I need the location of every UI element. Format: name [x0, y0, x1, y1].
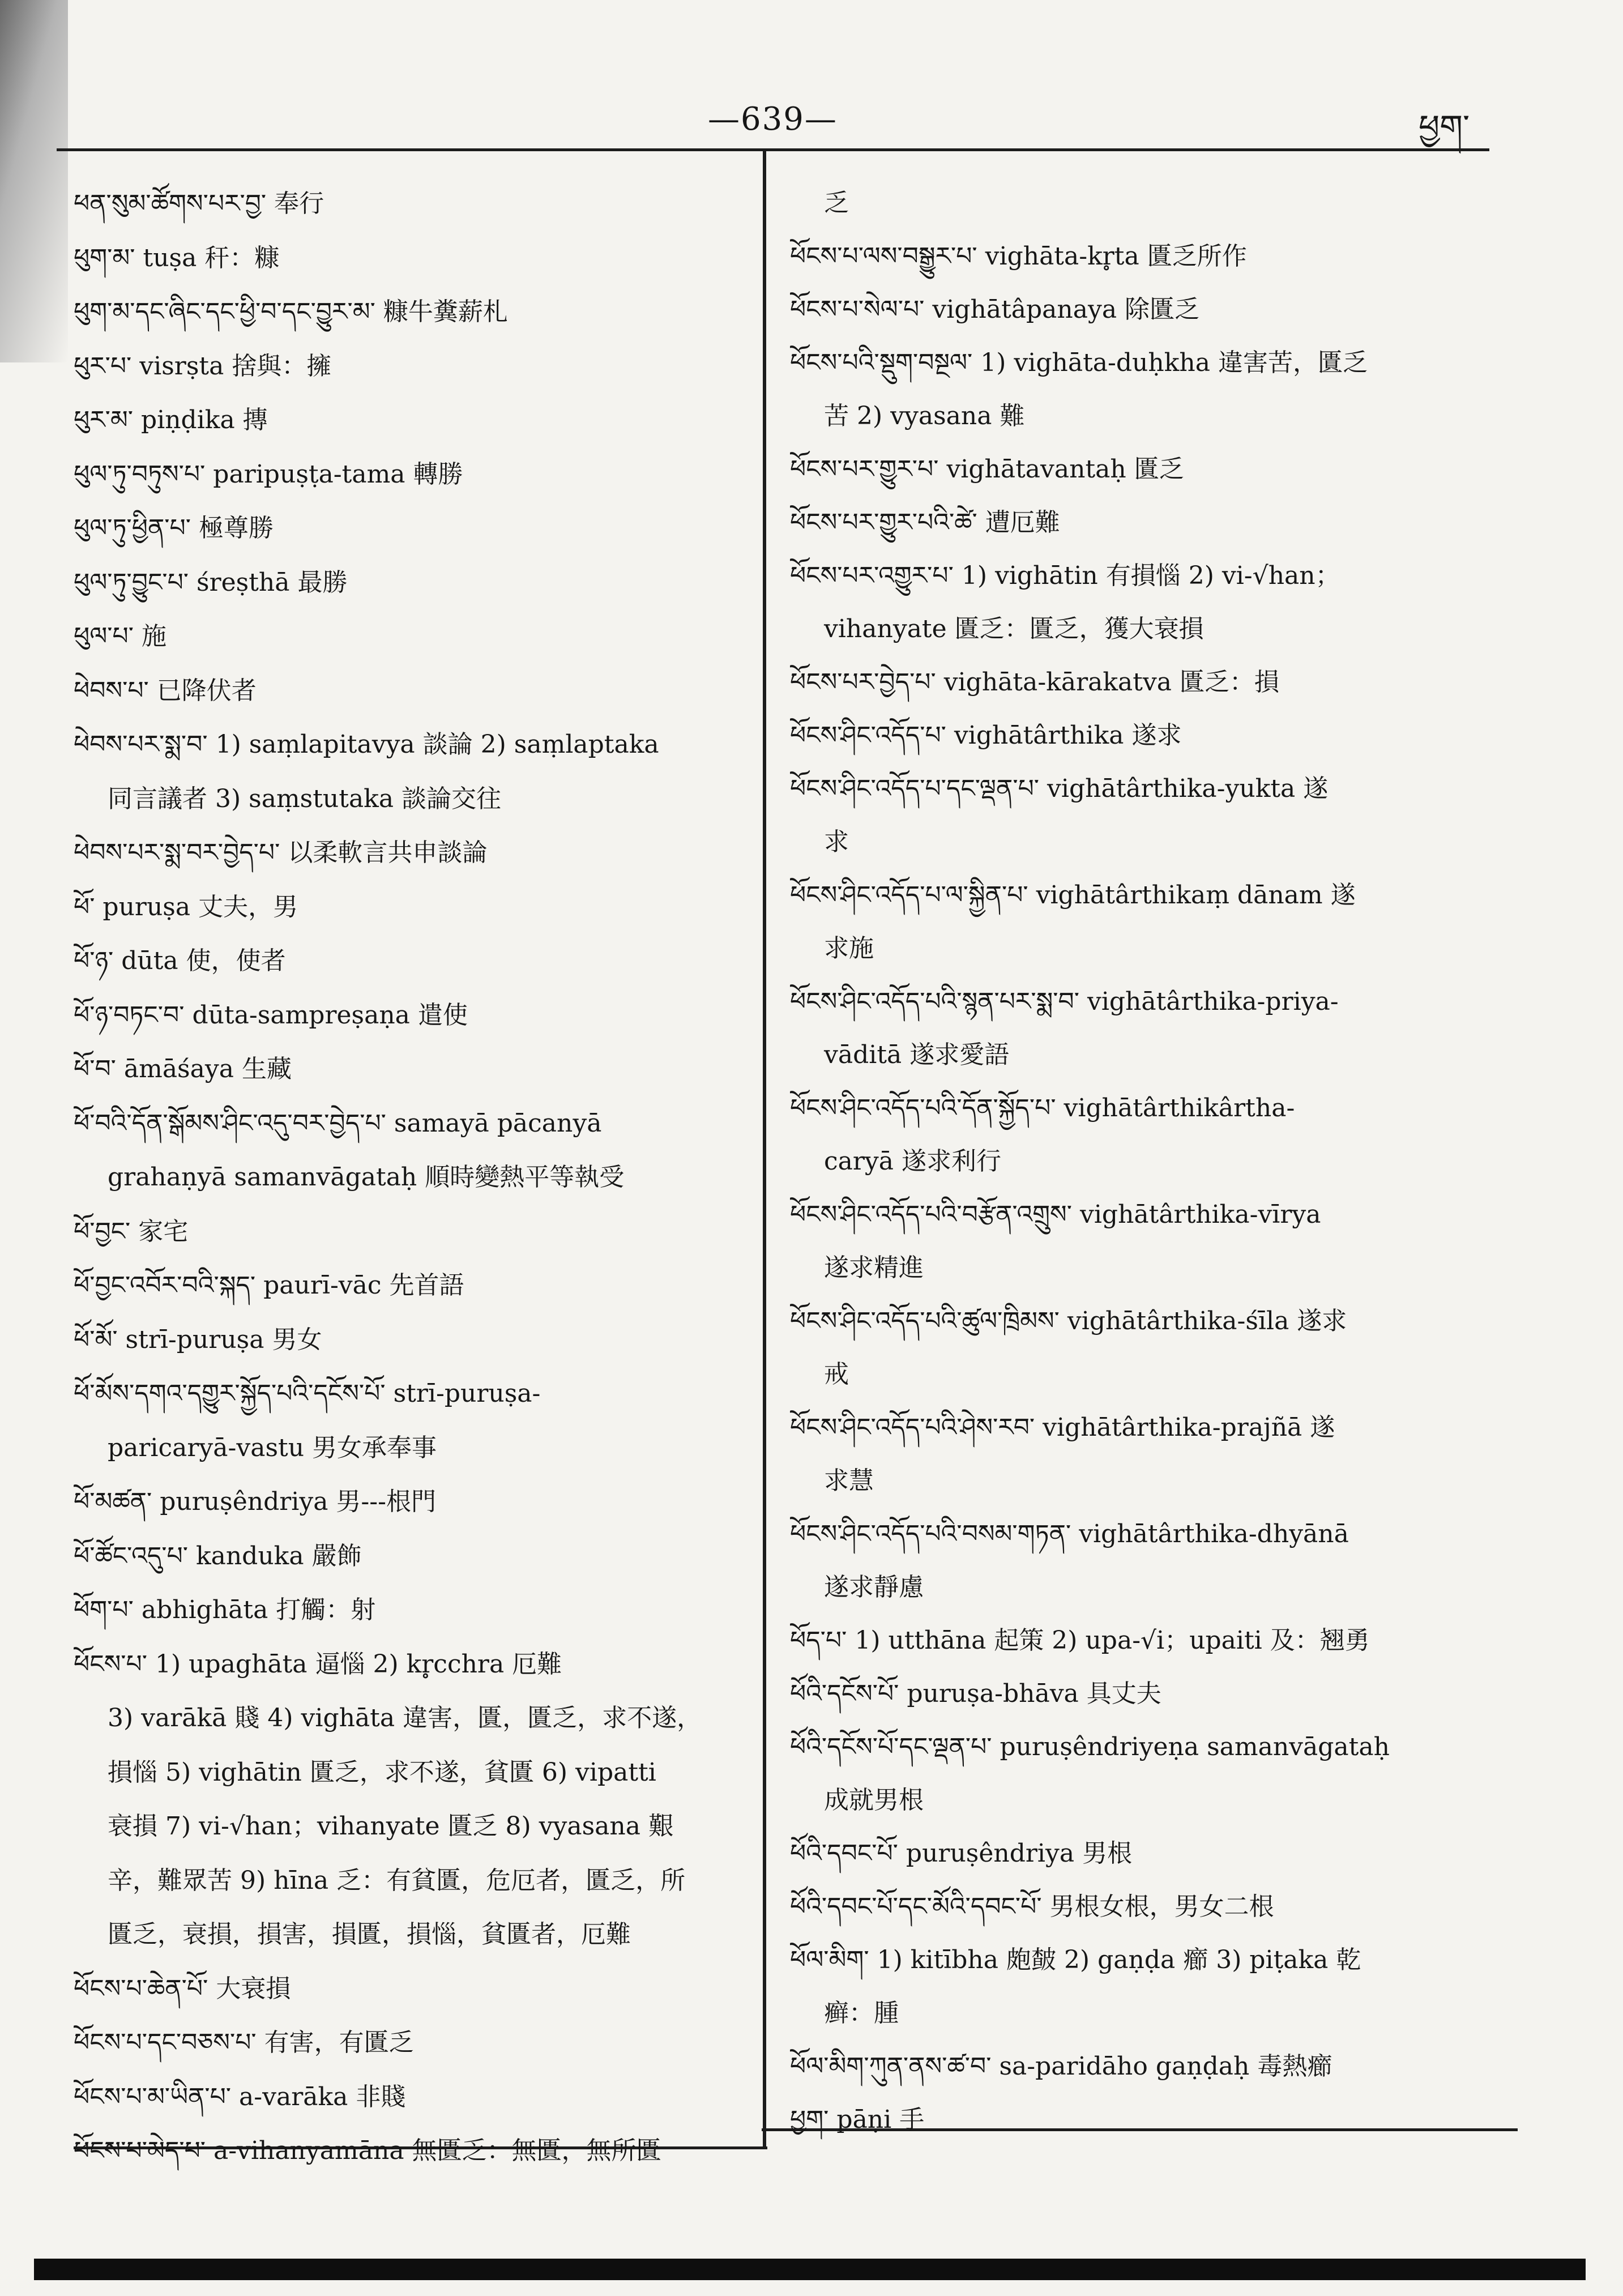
dictionary-entry: ཕོ་བ་ āmāśaya 生藏 — [74, 1055, 292, 1083]
dictionary-entry: ཕོངས་ཤིང་འདོད་པའི་བསམ་གཏན་ vighātârthika-dhyānā — [790, 1520, 1349, 1548]
dictionary-entry: ཕོངས་ཤིང་འདོད་པའི་དོན་སྐྱོད་པ་ vighātârthikârtha- — [790, 1094, 1295, 1123]
column-divider — [763, 148, 766, 2148]
entry-continuation: 損惱 5) vighātin 匱乏，求不遂，貧匱 6) vipatti — [108, 1757, 656, 1787]
dictionary-entry: ཕོད་པ་ 1) utthāna 起策 2) upa-√i；upaiti 及：翘勇 — [790, 1626, 1370, 1655]
running-head: ཕྱག་ — [1419, 108, 1470, 146]
dictionary-entry: ཕོ་ཉ་ dūta 使，使者 — [74, 946, 286, 975]
entry-continuation: 遂求精進 — [824, 1253, 924, 1282]
dictionary-entry: ཕོལ་མིག་ 1) kitībha 皰皶 2) gaṇḍa 癤 3) piṭaka 乾 — [790, 1945, 1361, 1974]
entry-continuation: 3) varākā 賤 4) vighāta 違害，匱，匱乏，求不遂， — [108, 1704, 702, 1732]
dictionary-entry: ཕོ་བྱང་འབོར་བའི་སྐད་ paurī-vāc 先首語 — [74, 1271, 464, 1300]
dictionary-entry: ཕོངས་པར་གྱུར་པ་ vighātavantaḥ 匱乏 — [790, 455, 1184, 484]
dictionary-entry: ཕོངས་པར་བྱེད་པ་ vighāta-kārakatva 匱乏：損 — [790, 668, 1279, 697]
dictionary-entry: ཕོ་བའི་དོན་སྒོམས་ཤིང་འདུ་བར་བྱེད་པ་ samayā pācanyā — [74, 1108, 602, 1138]
dictionary-entry: ཕོ་ཚོང་འདུ་པ་ kanduka 嚴飾 — [74, 1541, 362, 1571]
dictionary-entry: ཕོངས་པ་ཆེན་པོ་ 大衰損 — [74, 1974, 291, 2003]
dictionary-entry: ཕོའི་དབང་པོ་དང་མོའི་དབང་པོ་ 男根女根，男女二根 — [790, 1892, 1274, 1921]
entry-continuation: 乏 — [824, 189, 849, 217]
dictionary-entry: ཕོངས་པར་འགྱུར་པ་ 1) vighātin 有損惱 2) vi-√han； — [790, 561, 1340, 590]
dictionary-entry: ཕུག་མ་ tuṣa 秆：糠 — [74, 243, 280, 272]
dictionary-entry: ཕྱག་ pāṇi 手 — [790, 2105, 925, 2134]
entry-continuation: vihanyate 匱乏：匱乏，獲大衰損 — [824, 614, 1204, 643]
dictionary-entry: ཕོངས་ཤིང་འདོད་པ་ vighātârthika 遂求 — [790, 721, 1182, 750]
dictionary-entry: ཕུག་མ་དང་ཞིང་དང་ཕྱི་བ་དང་བྱུར་མ་ 糠牛糞薪札 — [74, 297, 508, 326]
dictionary-entry: ཕོའི་དངོས་པོ་དང་ལྡན་པ་ puruṣêndriyeṇa samanvāgataḥ — [790, 1732, 1390, 1761]
entry-continuation: 匱乏，衰損，損害，損匱，損惱，貧匱者，厄難 — [108, 1920, 631, 1949]
dictionary-entry: ཕེབས་པར་སྨ་བ་ 1) saṃlapitavya 談論 2) saṃlaptaka — [74, 730, 659, 759]
entry-continuation: vāditā 遂求愛語 — [824, 1040, 1010, 1069]
top-rule — [57, 148, 1489, 151]
entry-continuation: 成就男根 — [824, 1786, 924, 1815]
entry-continuation: caryā 遂求利行 — [824, 1147, 1001, 1176]
entry-continuation: 癣：腫 — [824, 1999, 899, 2028]
dictionary-entry: ཕོག་པ་ abhighāta 打觸：射 — [74, 1595, 376, 1624]
entry-continuation: grahaṇyā samanvāgataḥ 順時變熱平等執受 — [108, 1163, 625, 1192]
dictionary-entry: ཕོའི་དབང་པོ་ puruṣêndriya 男根 — [790, 1839, 1133, 1868]
dictionary-entry: ཕོངས་པར་གྱུར་པའི་ཚེ་ 遭厄難 — [790, 508, 1060, 537]
entry-continuation: 戒 — [824, 1360, 849, 1389]
entry-continuation: 求 — [824, 827, 849, 856]
dictionary-entry: ཕོལ་མིག་ཀུན་ནས་ཚ་བ་ sa-paridāho gaṇḍaḥ 毒熱癤 — [790, 2052, 1332, 2081]
dictionary-entry: ཕོངས་པ་སེལ་པ་ vighātâpanaya 除匱乏 — [790, 295, 1200, 324]
dictionary-entry: ཕོ་མོ་ strī-puruṣa 男女 — [74, 1325, 322, 1354]
dictionary-entry: ཕེབས་པར་སྨ་བར་བྱེད་པ་ 以柔軟言共申談論 — [74, 838, 488, 867]
entry-continuation: 求施 — [824, 934, 874, 963]
right-column — [790, 177, 1504, 2146]
dictionary-entry: ཕོངས་པ་མེད་པ་ a-vihanyamāna 無匱乏：無匱，無所匱 — [74, 2136, 661, 2165]
dictionary-entry: ཕུལ་ཏུ་བྱུང་པ་ śreṣthā 最勝 — [74, 567, 348, 597]
dictionary-entry: ཕོ་ཉ་བཏང་བ་ dūta-sampreṣaṇa 遣使 — [74, 1000, 468, 1030]
dictionary-entry: ཕོངས་པའི་སྡུག་བསྔལ་ 1) vighāta-duḥkha 違害苦，匱乏 — [790, 348, 1368, 377]
dictionary-entry: ཕོ་ puruṣa 丈夫，男 — [74, 892, 298, 921]
dictionary-entry: ཕུལ་ཏུ་ཕྱིན་པ་ 極尊勝 — [74, 514, 274, 543]
dictionary-entry: ཕོ་མོས་དགའ་དགྱུར་སྐྱོད་པའི་དངོས་པོ་ strī-puruṣa- — [74, 1379, 541, 1408]
dictionary-entry: ཕོངས་ཤིང་འདོད་པ་དང་ལྡན་པ་ vighātârthika-yukta 遂 — [790, 774, 1329, 803]
entry-continuation: 同言議者 3) saṃstutaka 談論交往 — [108, 784, 502, 813]
dictionary-entry: ཕོངས་པ་ལས་བསྒྱུར་པ་ vighāta-kr̥ta 匱乏所作 — [790, 242, 1247, 271]
dictionary-entry: ཕོངས་ཤིང་འདོད་པའི་སྙན་པར་སྨ་བ་ vighātârthika-priya- — [790, 987, 1339, 1016]
dictionary-entry: ཕུལ་ཏུ་བཏུས་པ་ paripuṣṭa-tama 轉勝 — [74, 459, 463, 489]
dictionary-entry: ཕོངས་ཤིང་འདོད་པའི་བརྩོན་འགྲུས་ vighātârthika-vīrya — [790, 1200, 1321, 1229]
left-column — [74, 177, 753, 2178]
dictionary-entry: ཕོངས་ཤིང་འདོད་པའི་ཚུལ་ཁྲིམས་ vighātârthika-śīla 遂求 — [790, 1307, 1347, 1335]
scan-bottom-edge — [34, 2259, 1586, 2280]
dictionary-entry: ཕུར་མ་ piṇḍika 摶 — [74, 406, 268, 434]
dictionary-entry: ཕེབས་པ་ 已降伏者 — [74, 676, 257, 705]
dictionary-entry: ཕོའི་དངོས་པོ་ puruṣa-bhāva 具丈夫 — [790, 1679, 1161, 1708]
page-number: —639— — [708, 101, 838, 138]
dictionary-entry: ཕོངས་པ་མ་ཡིན་པ་ a-varāka 非賤 — [74, 2082, 406, 2111]
entry-continuation: 求慧 — [824, 1466, 874, 1495]
entry-continuation: paricaryā-vastu 男女承奉事 — [108, 1433, 437, 1462]
dictionary-entry: ཕོངས་པ་ 1) upaghāta 逼惱 2) kr̥cchra 厄難 — [74, 1649, 562, 1679]
entry-continuation: 辛，難眾苦 9) hīna 乏：有貧匱，危厄者，匱乏，所 — [108, 1866, 686, 1895]
dictionary-entry: ཕོ་མཚན་ puruṣêndriya 男---根門 — [74, 1487, 437, 1516]
entry-continuation: 遂求靜慮 — [824, 1573, 924, 1602]
dictionary-entry: ཕུར་པ་ visrṣta 捨與：擁 — [74, 351, 332, 381]
dictionary-entry: ཕན་སུམ་ཚོགས་པར་བྱ་ 奉行 — [74, 189, 324, 218]
dictionary-entry: ཕོངས་ཤིང་འདོད་པ་ལ་སྐྱིན་པ་ vighātârthikaṃ dānam 遂 — [790, 881, 1356, 910]
dictionary-entry: ཕུལ་པ་ 施 — [74, 622, 166, 651]
dictionary-entry: ཕོངས་ཤིང་འདོད་པའི་ཤེས་རབ་ vighātârthika-prajñā 遂 — [790, 1413, 1335, 1442]
dictionary-entry: ཕོ་བྱང་ 家宅 — [74, 1217, 189, 1246]
dictionary-entry: ཕོངས་པ་དང་བཅས་པ་ 有害，有匱乏 — [74, 2028, 414, 2057]
entry-continuation: 衰損 7) vi-√han；vihanyate 匱乏 8) vyasana 艱 — [108, 1812, 673, 1841]
scan-shadow — [0, 0, 68, 362]
entry-continuation: 苦 2) vyasana 難 — [824, 402, 1025, 430]
